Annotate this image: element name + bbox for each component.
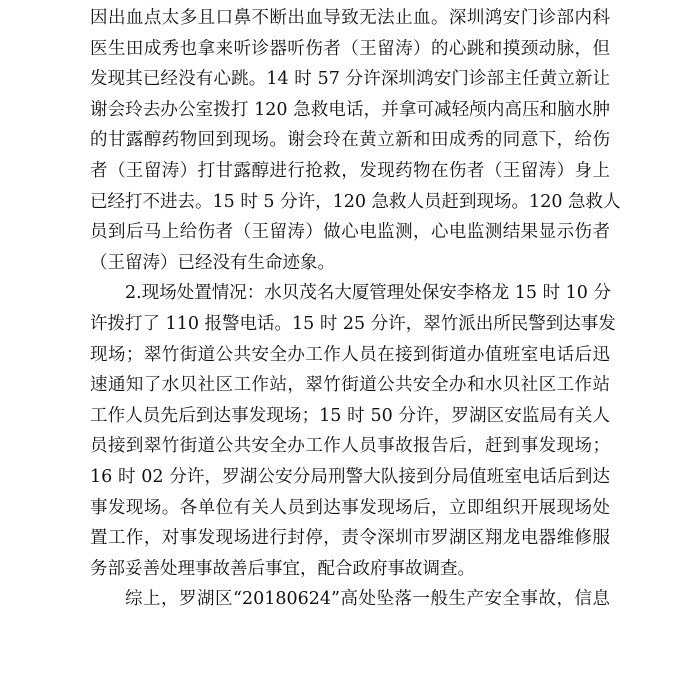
- text-line: 者（王留涛）打甘露醇进行抢救，发现药物在伤者（王留涛）身上: [90, 160, 610, 181]
- text-line: 发现其已经没有心跳。14 时 57 分许深圳鸿安门诊部主任黄立新让: [90, 69, 610, 90]
- text-line: 员接到翠竹街道公共安全办工作人员事故报告后，赶到事发现场；: [90, 436, 610, 457]
- paragraph-summary: [90, 584, 610, 615]
- text-line: 许拨打了 110 报警电话。15 时 25 分许，翠竹派出所民警到达事发: [90, 313, 616, 334]
- text-line: 谢会玲去办公室拨打 120 急救电话，并拿可减轻颅内高压和脑水肿: [90, 99, 610, 120]
- section-heading-line: 2.现场处置情况：水贝茂名大厦管理处保安李格龙 15 时 10 分: [125, 283, 611, 304]
- text-line: 务部妥善处理事故善后事宜，配合政府事故调查。: [90, 558, 475, 579]
- paragraph-onsite-handling: [90, 278, 616, 584]
- text-line: 的甘露醇药物回到现场。谢会玲在黄立新和田成秀的同意下，给伤: [90, 130, 610, 151]
- text-line: 医生田成秀也拿来听诊器听伤者（王留涛）的心跳和摸颈动脉，但: [90, 38, 610, 59]
- paragraph-rescue-process: [90, 3, 621, 278]
- text-line: 置工作，对事发现场进行封停，责令深圳市罗湖区翔龙电器维修服: [90, 528, 610, 549]
- text-line: 已经打不进去。15 时 5 分许，120 急救人员赶到现场。120 急救人: [90, 191, 621, 212]
- text-line: 因出血点太多且口鼻不断出血导致无法止血。深圳鸿安门诊部内科: [90, 8, 610, 28]
- document-body: [90, 3, 621, 615]
- text-line: （王留涛）已经没有生命迹象。: [90, 252, 335, 273]
- text-line: 综上，罗湖区“20180624”高处坠落一般生产安全事故，信息: [125, 589, 610, 610]
- text-line: 速通知了水贝社区工作站，翠竹街道公共安全办和水贝社区工作站: [90, 375, 610, 396]
- text-line: 16 时 02 分许，罗湖公安分局刑警大队接到分局值班室电话后到达: [90, 466, 610, 487]
- text-line: 现场；翠竹街道公共安全办工作人员在接到街道办值班室电话后迅: [90, 344, 610, 365]
- text-line: 员到后马上给伤者（王留涛）做心电监测，心电监测结果显示伤者: [90, 222, 610, 243]
- text-line: 事发现场。各单位有关人员到达事发现场后，立即组织开展现场处: [90, 497, 610, 518]
- text-line: 工作人员先后到达事发现场；15 时 50 分许，罗湖区安监局有关人: [90, 405, 610, 426]
